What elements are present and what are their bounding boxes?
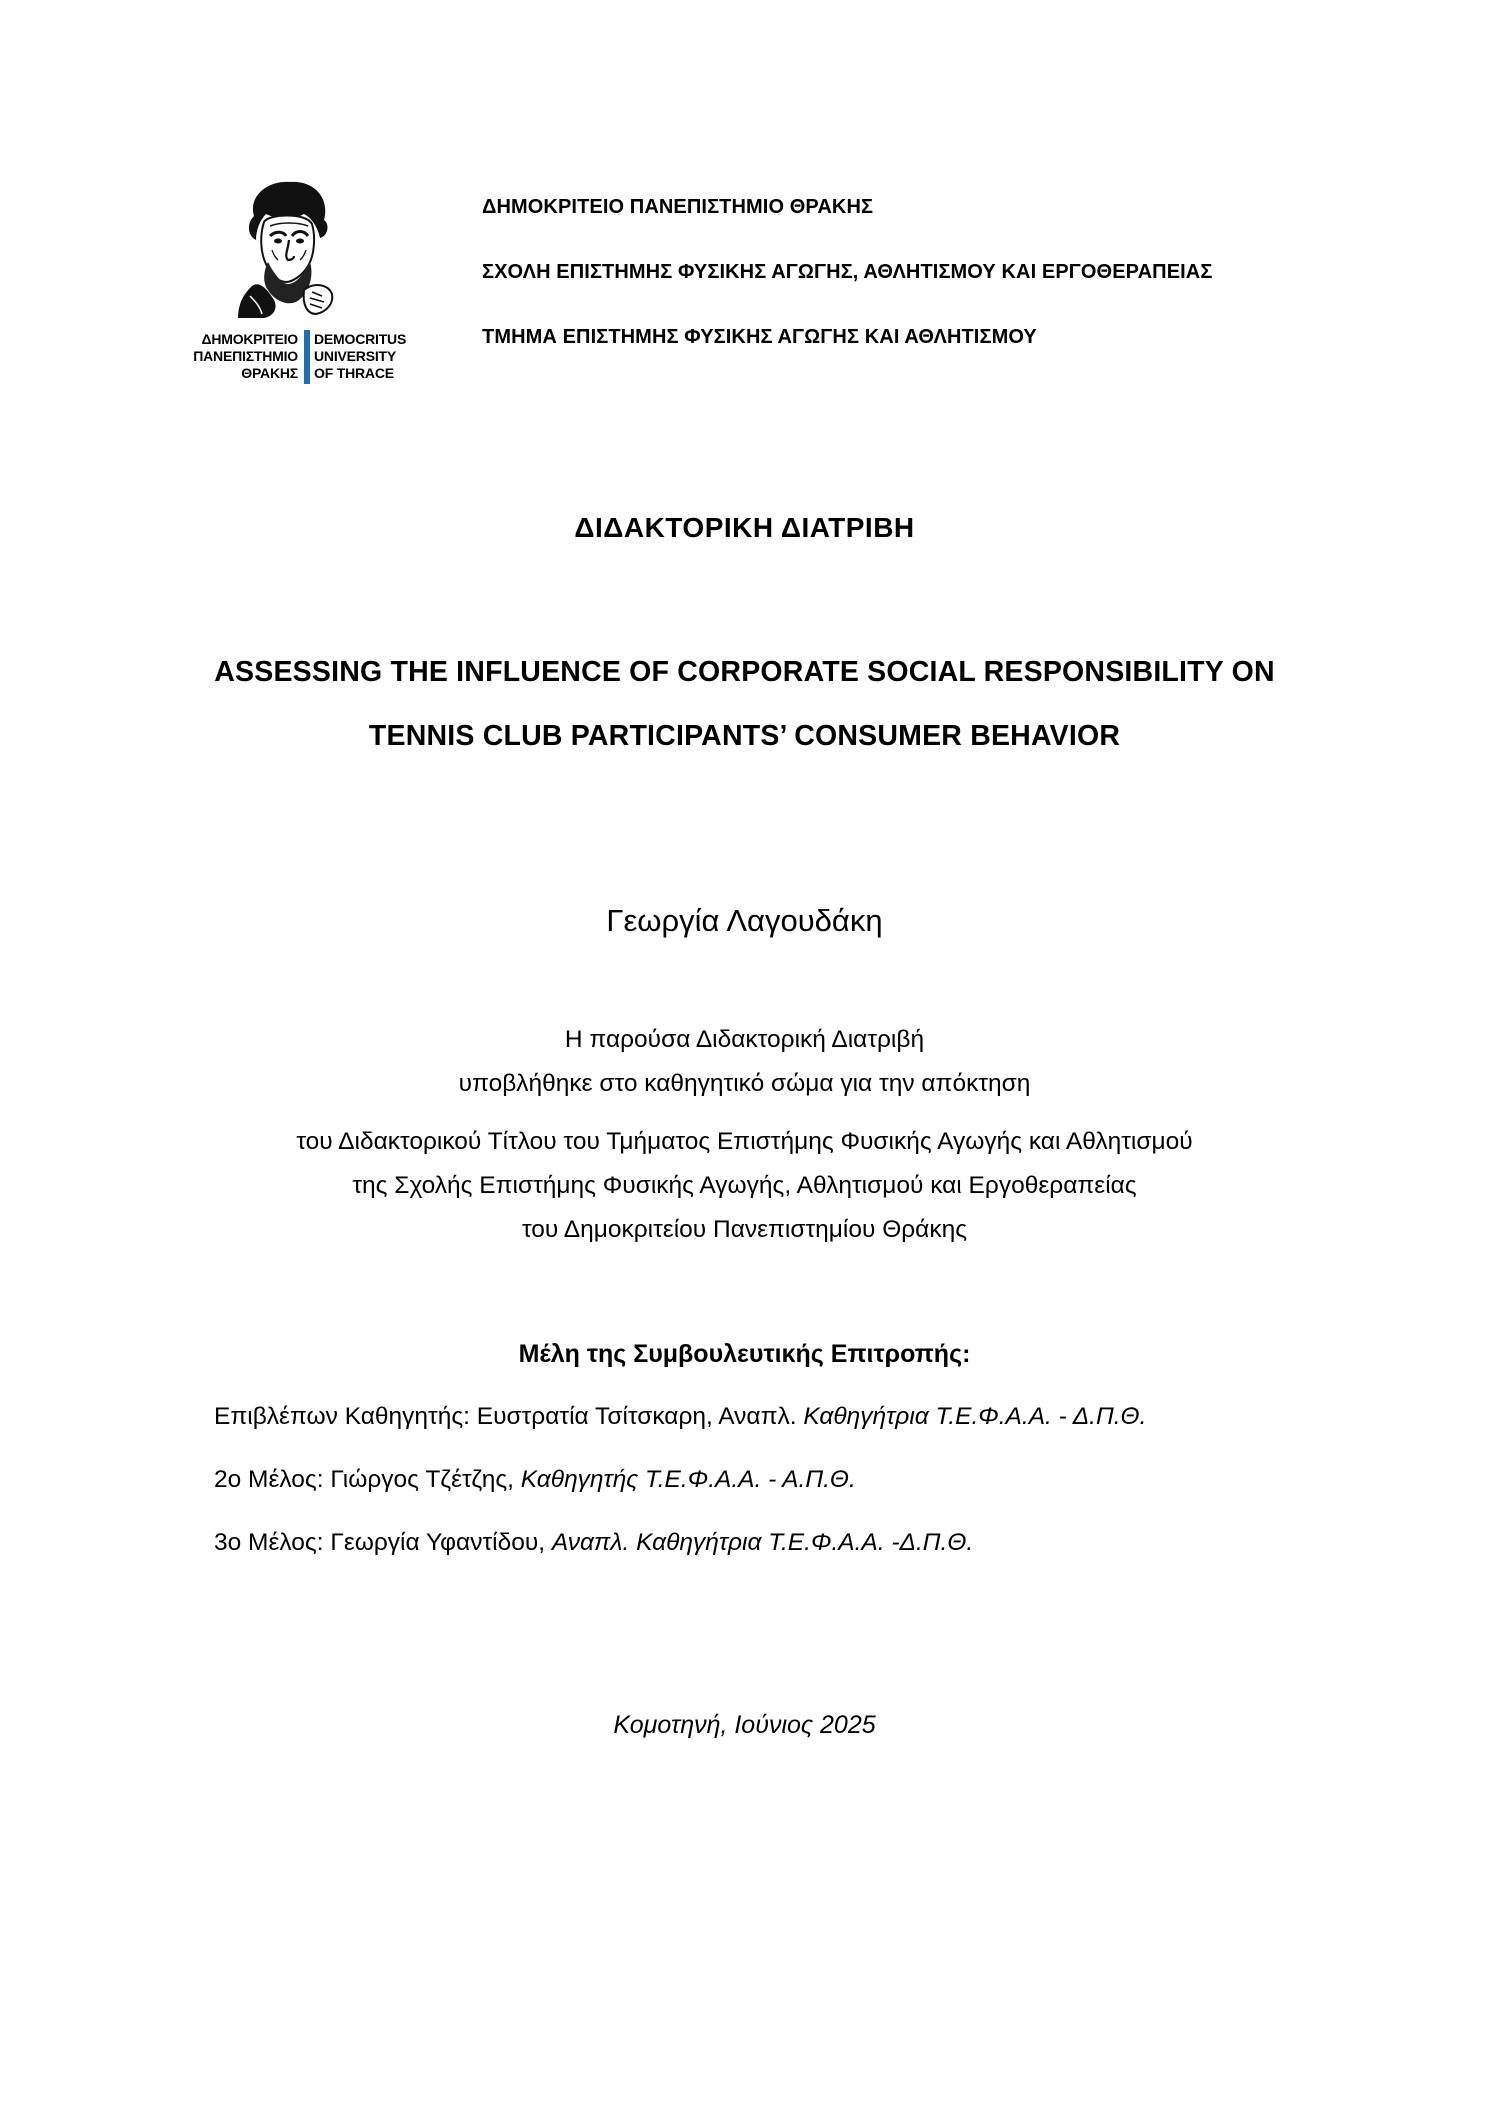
committee-member-supervisor: Επιβλέπων Καθηγητής: Ευστρατία Τσίτσκαρη, Αναπλ. Καθηγήτρια Τ.Ε.Φ.Α.Α. - Δ.Π.Θ. <box>214 1403 1147 1430</box>
thesis-title-line-2: TENNIS CLUB PARTICIPANTS’ CONSUMER BEHAVIOR <box>368 720 1121 752</box>
thesis-title-line-1: ASSESSING THE INFLUENCE OF CORPORATE SOCIAL RESPONSIBILITY ON <box>214 656 1275 688</box>
place-date: Κομοτηνή, Ιούνιος 2025 <box>613 1711 876 1739</box>
submission-statement <box>0 1018 1489 1252</box>
committee-members <box>214 1402 1146 1591</box>
document-type: ΔΙΔΑΚΤΟΡΙΚΗ ΔΙΑΤΡΙΒΗ <box>574 512 915 543</box>
statement-line-3: του Διδακτορικού Τίτλου του Τμήματος Επιστήμης Φυσικής Αγωγής και Αθλητισμού <box>296 1128 1193 1155</box>
department-name: ΤΜΗΜΑ ΕΠΙΣΤΗΜΗΣ ΦΥΣΙΚΗΣ ΑΓΩΓΗΣ ΚΑΙ ΑΘΛΗΤΙΣΜΟΥ <box>482 326 1037 348</box>
institution-header <box>482 196 1212 391</box>
statement-line-4: της Σχολής Επιστήμης Φυσικής Αγωγής, Αθλητισμού και Εργοθεραπείας <box>352 1172 1137 1199</box>
university-name: ΔΗΜΟΚΡΙΤΕΙΟ ΠΑΝΕΠΙΣΤΗΜΙΟ ΘΡΑΚΗΣ <box>482 196 874 218</box>
university-logo <box>186 178 426 388</box>
school-name: ΣΧΟΛΗ ΕΠΙΣΤΗΜΗΣ ΦΥΣΙΚΗΣ ΑΓΩΓΗΣ, ΑΘΛΗΤΙΣΜΟΥ ΚΑΙ ΕΡΓΟΘΕΡΑΠΕΙΑΣ <box>482 261 1213 283</box>
statement-line-1: Η παρούσα Διδακτορική Διατριβή <box>564 1026 925 1053</box>
logo-divider-bar <box>304 330 310 384</box>
committee-member-3: 3ο Μέλος: Γεωργία Υφαντίδου, Αναπλ. Καθηγήτρια Τ.Ε.Φ.Α.Α. -Δ.Π.Θ. <box>214 1529 974 1556</box>
statement-line-5: του Δημοκριτείου Πανεπιστημίου Θράκης <box>521 1216 968 1243</box>
statement-line-2: υποβλήθηκε στο καθηγητικό σώμα για την απόκτηση <box>458 1070 1031 1097</box>
logo-text-greek: ΔΗΜΟΚΡΙΤΕΙΟ ΠΑΝΕΠΙΣΤΗΜΙΟ ΘΡΑΚΗΣ <box>193 331 298 381</box>
committee-member-2: 2ο Μέλος: Γιώργος Τζέτζης, Καθηγητής Τ.Ε.Φ.Α.Α. - Α.Π.Θ. <box>214 1466 856 1493</box>
philosopher-bust-icon <box>234 178 340 318</box>
thesis-title <box>0 640 1489 768</box>
logo-text-english: DEMOCRITUS UNIVERSITY OF THRACE <box>314 331 407 381</box>
author-name: Γεωργία Λαγουδάκη <box>606 903 883 938</box>
committee-heading: Μέλη της Συμβουλευτικής Επιτροπής: <box>518 1340 971 1368</box>
